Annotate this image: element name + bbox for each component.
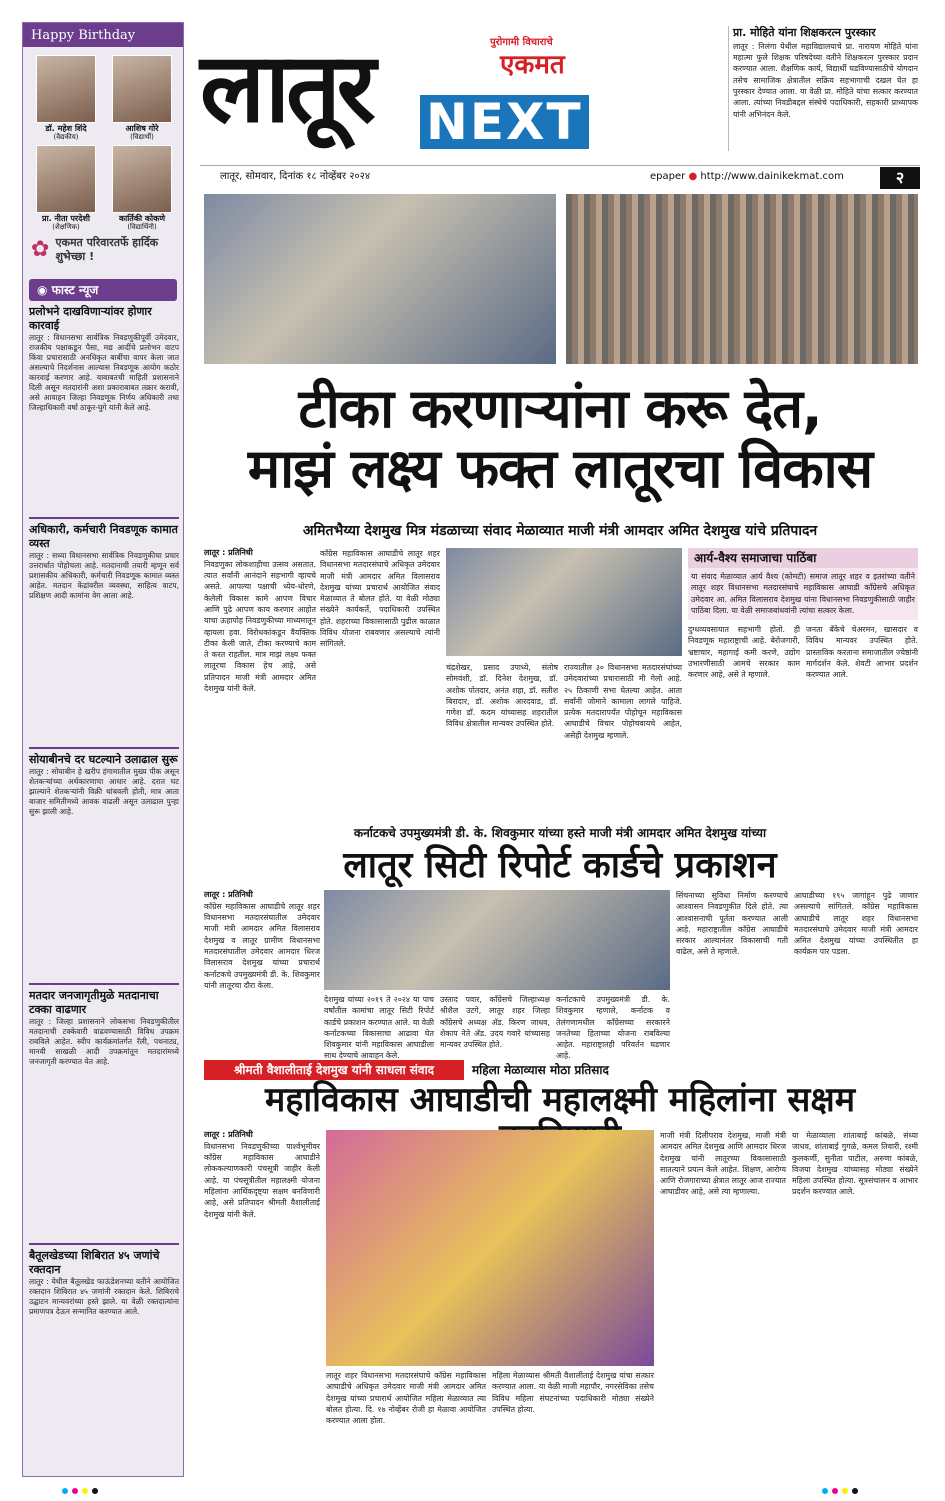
column-text: लातूर शहर विधानसभा मतदारसंघाचे काँग्रेस महाविकास आघाडीचे अधिकृत उमेदवार माजी मंत्री आमदार अमित देशमुख यांच्या प्रचारार्थ आयोजित महिला मेळाव्यात त्या बोलत होत्या. दि. १७ नोव्हेंबर रोजी हा मेळावा आयोजित करण्यात आला होता. bbox=[326, 1371, 486, 1426]
avatar bbox=[112, 145, 172, 213]
column-text: काँग्रेस महाविकास आघाडीचे लातूर शहर विधानसभा मतदारसंघातील उमेदवार माजी मंत्री आमदार अमित विलासराव देशमुख व लातूर ग्रामीण विधानसभा मतदारसंघातील उमेदवार आमदार धिरज विलासराव देशमुख यांच्या प्रचारार्थ कर्नाटकचे उपमुख्यमंत्री डी. के. शिवकुमार यांनी लातूरचा दौरा केला. bbox=[204, 901, 320, 990]
person-name: डॉ. महेश शिंदे bbox=[45, 124, 87, 133]
avatar bbox=[36, 145, 96, 213]
person-name: आशिष गोरे bbox=[125, 124, 159, 133]
column-text: या मेळाव्याला शांताबाई कांबळे, संध्या जाधव, शांताबाई गुगळे, कमल तिवारी, रश्मी कुलकर्णी, सुनीता पाटील, अरुणा कांबळे, विजया देशमुख यांच्यासह मोठ्या संख्येने महिला उपस्थित होत्या. सूत्रसंचालन व आभार प्रदर्शन करण्यात आले. bbox=[792, 1131, 918, 1197]
divider bbox=[29, 517, 179, 519]
birthday-title: Happy Birthday bbox=[23, 23, 183, 47]
news-item bbox=[29, 753, 179, 967]
article-column bbox=[792, 1130, 918, 1450]
section2-kicker: कर्नाटकचे उपमुख्यमंत्री डी. के. शिवकुमार यांच्या हस्ते माजी मंत्री आमदार अमित देशमुख यांच्या bbox=[353, 826, 767, 840]
epaper-link[interactable] bbox=[650, 170, 844, 184]
person-role: (वैद्यकीय) bbox=[53, 132, 79, 141]
birthday-person bbox=[107, 55, 177, 141]
women-rally-photo bbox=[326, 1130, 654, 1366]
strap-red: श्रीमती वैशालीताई देशमुख यांनी साधला संवाद bbox=[204, 1060, 464, 1080]
article-column bbox=[320, 548, 440, 810]
story-headline: प्रा. मोहिते यांना शिक्षकरत्न पुरस्कार bbox=[733, 26, 876, 39]
news-item bbox=[29, 989, 179, 1197]
divider bbox=[29, 1243, 179, 1245]
news-body: लातूर : जिल्हा प्रशासनाने लोकसभा निवडणुकीतील मतदानाची टक्केवारी वाढवण्यासाठी विविध उपक्रम राबविले आहेत. स्वीप कार्यक्रमांतर्गत रॅली, पथनाट्य, मानवी साखळी आदी उपक्रमांतून मतदारांमध्ये जनजागृती करण्यात येत आहे. bbox=[29, 1016, 179, 1066]
dateline: लातूर, सोमवार, दिनांक १८ नोव्हेंबर २०२४ bbox=[220, 171, 371, 182]
avatar bbox=[112, 55, 172, 123]
greeting-text: एकमत परिवारतर्फे हार्दिक शुभेच्छा ! bbox=[55, 235, 159, 263]
column-text: निवडणुका लोकशाहीचा उत्सव असतात. त्यात सर्वांनी आनंदाने सहभागी व्हायचे असते. आपल्या पक्षाची ध्येय-धोरणे, केलेली विकास कामे आपण विचार आणि पुढे आपण काय करणार आहोत याचा ऊहापोह निवडणुकीच्या माध्यमातून व्हायला हवा. विरोधकांकडून वैयक्तिक टीका केली जाते, टीका करण्याचे काम ते करत राहतील. मात्र माझं लक्ष्य फक्त लातूरचा विकास हेच आहे, असे प्रतिपादन माजी मंत्री आमदार अमित देशमुख यांनी केले. bbox=[204, 559, 316, 694]
column-text: देशमुख यांच्या २०१९ ते २०२४ या पाच वर्षांतील कामांचा लातूर सिटी रिपोर्ट कार्डचे प्रकाशन करण्यात आले. या वेळी कर्नाटकच्या विकासाचा आढावा घेत शिवकुमार यांनी महाविकास आघाडीला साथ देण्याचे आवाहन केले. bbox=[324, 995, 435, 1061]
news-headline: सोयाबीनचे दर घटल्याने उलाढाल सुरू bbox=[29, 753, 178, 766]
article-column bbox=[446, 662, 558, 807]
byline: लातूर : प्रतिनिधी bbox=[204, 1130, 253, 1139]
column-text: राज्यातील ३० विधानसभा मतदारसंघांच्या उमेदवारांच्या प्रचारासाठी मी गेलो आहे. २५ ठिकाणी सभा घेतल्या आहेत. आता सर्वांनी जोमाने कामाला लागले पाहिजे. प्रत्येक मतदारापर्यंत पोहोचून महाविकास आघाडीचे विचार पोहोचवायचे आहेत, असेही देशमुख म्हणाले. bbox=[564, 663, 682, 740]
person-name: प्रा. नीता परदेशी bbox=[42, 214, 90, 223]
person-role: (शैक्षणिक) bbox=[52, 222, 80, 231]
sidebar-story bbox=[688, 548, 918, 620]
column-text: विधानसभा निवडणुकीच्या पार्श्वभूमीवर काँग्रेस महाविकास आघाडीने लोककल्याणकारी पंचसूत्री जाहीर केली आहे. या पंचसूत्रीतील महालक्ष्मी योजना महिलांना आर्थिकदृष्ट्या सक्षम बनविणारी आहे, असे प्रतिपादन श्रीमती वैशालीताई देशमुख यांनी केले. bbox=[204, 1141, 320, 1219]
news-item bbox=[29, 523, 179, 741]
greeting-box bbox=[31, 235, 177, 265]
column-text: कर्नाटकाचे उपमुख्यमंत्री डी. के. शिवकुमार म्हणाले, कर्नाटक व तेलंगणामधील काँग्रेसच्या सरकारने जनतेच्या हिताच्या योजना राबविल्या आहेत. महाराष्ट्रातही परिवर्तन घडणार आहे. bbox=[556, 995, 670, 1061]
flower-bouquet-icon: ✿ bbox=[31, 237, 50, 262]
person-name: कार्तिकी कोकणे bbox=[119, 214, 165, 223]
paper-logo: एकमत bbox=[500, 50, 565, 80]
news-body: लातूर : सध्या विधानसभा सार्वत्रिक निवडणुकीचा प्रचार उत्तरार्धात पोहोचला आहे. मतदानाची तयारी म्हणून सर्व प्रशासकीय अधिकारी, कर्मचारी निवडणूक कामात व्यस्त आहेत. मतदान केंद्रांवरील व्यवस्था, साहित्य वाटप, प्रशिक्षण आदी कामांना वेग आला आहे. bbox=[29, 550, 179, 600]
article-column bbox=[556, 994, 670, 1061]
globe-icon: ● bbox=[688, 171, 698, 182]
avatar bbox=[36, 55, 96, 123]
meeting-photo bbox=[446, 548, 682, 656]
main-subhead: अमितभैय्या देशमुख मित्र मंडळाच्या संवाद मेळाव्यात माजी मंत्री आमदार अमित देशमुख यांचे प्रतिपादन bbox=[302, 523, 818, 539]
story-body: लातूर : निलंगा येथील महाविद्यालयाचे प्रा. नारायण मोहिते यांना महात्मा फुले शिक्षक परिषदेच्या वतीने शिक्षकरत्न पुरस्कार प्रदान करण्यात आला. शैक्षणिक कार्य, विद्यार्थी घडविण्यासाठीचे योगदान तसेच सामाजिक क्षेत्रातील सक्रिय सहभागाची दखल घेत हा पुरस्कार देण्यात आला. या वेळी प्रा. मोहिते यांचा सत्कार करण्यात आला. त्यांच्या निवडीबद्दल संस्थेचे पदाधिकारी, सहकारी प्राध्यापक यांनी अभिनंदन केले. bbox=[733, 41, 918, 119]
registration-marks bbox=[60, 1486, 100, 1498]
article-column bbox=[564, 662, 682, 807]
main-headline-line1: टीका करणाऱ्यांना करू देत, bbox=[298, 377, 822, 440]
column-text: काँग्रेस महाविकास आघाडीचे लातूर शहर विधानसभा मतदारसंघाचे अधिकृत उमेदवार माजी मंत्री आमदार अमित विलासराव देशमुख यांच्या प्रचारार्थ आयोजित संवाद मेळाव्यात ते बोलत होते. या वेळी मोठ्या संख्येने कार्यकर्ते, पदाधिकारी उपस्थित होते. शहराच्या विकासासाठी पुढील काळात विविध योजना राबवणार असल्याचे त्यांनी सांगितले. bbox=[320, 549, 440, 649]
person-role: (विद्यार्थिनी) bbox=[127, 222, 157, 231]
column-text: महिला मेळाव्यास श्रीमती वैशालीताई देशमुख यांचा सत्कार करण्यात आला. या वेळी माजी महापौर, नगरसेविका तसेच विविध महिला संघटनांच्या पदाधिकारी मोठ्या संख्येने उपस्थित होत्या. bbox=[492, 1371, 654, 1414]
fast-news-label: फास्ट न्यूज bbox=[51, 283, 99, 297]
bell-icon: ◉ bbox=[37, 283, 52, 297]
birthday-person bbox=[31, 145, 101, 231]
article-column bbox=[324, 994, 435, 1061]
news-body: लातूर : विधानसभा सार्वत्रिक निवडणुकीपूर्वी उमेदवार, राजकीय पक्षाकडून पैसा, मद्य आदींचे प्रलोभन वाटप किंवा प्रचारासाठी अनधिकृत बाबींचा वापर केला जात असल्याचे निदर्शनास आल्यास निवडणूक आयोग कठोर कारवाई करणार आहे. याबाबतची माहिती प्रशासनाने दिली असून मतदारांनी अशा प्रकाराबाबत तक्रार करावी, असे आवाहन जिल्हा निवडणूक निर्णय अधिकारी तथा जिल्हाधिकारी वर्षा ठाकूर-घुगे यांनी केले आहे. bbox=[29, 332, 179, 413]
article-column bbox=[204, 548, 316, 809]
column-text: सिंचनाच्या सुविधा निर्माण करण्याचे आश्वासन निवडणुकीत दिले होते. त्या आश्वासनाची पूर्तता करण्यात आली आहे. महाराष्ट्रातील काँग्रेस आघाडीचे सरकार आल्यानंतर विकासाची गती वाढेल, असे ते म्हणाले. bbox=[676, 891, 788, 957]
divider bbox=[200, 165, 920, 166]
column-text: आघाडीच्या १९५ जागांहून पुढे जाणार असल्याचे सांगितले. काँग्रेस महाविकास आघाडीचे लातूर शहर विधानसभा मतदारसंघाचे उमेदवार माजी मंत्री आमदार अमित देशमुख यांच्या उपस्थितीत हा कार्यक्रम पार पडला. bbox=[794, 891, 918, 957]
sidebar bbox=[22, 22, 184, 1477]
person-role: (विद्यार्थी) bbox=[130, 132, 154, 141]
section3-strap bbox=[204, 1060, 918, 1080]
column-text: दुग्धव्यवसायात सहभागी होतो. ही निवडणूक महाराष्ट्राची आहे. बेरोजगारी, भ्रष्टाचार, महागाई कमी करणे, उद्योग उभारणीसाठी आमचे सरकार काम करणार आहे, असे ते म्हणाले. bbox=[688, 625, 800, 680]
masthead-title: लातूर bbox=[200, 32, 372, 144]
news-headline: मतदार जनजागृतीमुळे मतदानाचा टक्का वाढणार bbox=[29, 989, 159, 1016]
news-body: लातूर : येथील बैतूलखेड फाऊंडेशनच्या वतीने आयोजित रक्तदान शिबिरात ४५ जणांनी रक्तदान केले. शिबिराचे उद्घाटन मान्यवरांच्या हस्ते झाले. या वेळी रक्तदात्यांना प्रमाणपत्र देऊन सन्मानित करण्यात आले. bbox=[29, 1276, 179, 1316]
article-column bbox=[660, 1130, 786, 1450]
article-column bbox=[794, 890, 918, 1055]
article-column bbox=[326, 1370, 486, 1450]
byline: लातूर : प्रतिनिधी bbox=[204, 548, 253, 557]
byline: लातूर : प्रतिनिधी bbox=[204, 890, 253, 899]
top-right-story bbox=[728, 26, 918, 151]
article-column bbox=[688, 624, 800, 804]
masthead-tagline: पुरोगामी विचाराचे bbox=[490, 37, 553, 48]
sidebar-story-head: आर्य-वैश्य समाजाचा पाठिंबा bbox=[688, 548, 918, 568]
event-photo bbox=[204, 194, 556, 364]
report-card-photo bbox=[324, 890, 670, 990]
page-number: २ bbox=[880, 167, 920, 189]
birthday-person bbox=[107, 145, 177, 231]
column-text: माजी मंत्री दिलीपराव देशमुख, माजी मंत्री आमदार अमित देशमुख आणि आमदार धिरज देशमुख यांनी लातूरच्या विकासासाठी सातत्याने प्रयत्न केले आहेत. शिक्षण, आरोग्य आणि रोजगाराच्या क्षेत्रात लातूर आज राज्यात आघाडीवर आहे, असे त्या म्हणाल्या. bbox=[660, 1131, 786, 1197]
article-column bbox=[204, 890, 320, 1041]
article-column bbox=[204, 1130, 320, 1441]
divider bbox=[29, 983, 179, 985]
article-column bbox=[492, 1370, 654, 1450]
next-logo: NEXT bbox=[420, 95, 589, 149]
section3-headline: महाविकास आघाडीची महालक्ष्मी महिलांना सक्षम bbox=[264, 1080, 856, 1120]
news-item bbox=[29, 305, 179, 541]
fast-news-header bbox=[29, 279, 177, 301]
section2-headline: लातूर सिटी रिपोर्ट कार्डचे प्रकाशन bbox=[343, 845, 777, 886]
epaper-label: epaper bbox=[650, 171, 686, 182]
article-column bbox=[440, 994, 550, 1054]
news-headline: प्रलोभने दाखविणाऱ्यांवर होणार कारवाई bbox=[29, 305, 152, 332]
news-headline: अधिकारी, कर्मचारी निवडणूक कामात व्यस्त bbox=[29, 523, 178, 550]
news-body: लातूर : सोयाबीन हे खरीप हंगामातील मुख्य पीक असून शेतकऱ्यांच्या अर्थकारणाचा आधार आहे. दरात घट झाल्याने शेतकऱ्यांनी विक्री थांबवली होती, मात्र आता बाजार समितीमध्ये आवक वाढली असून उलाढाल पुन्हा सुरू झाली आहे. bbox=[29, 766, 179, 817]
news-headline: बैतूलखेडच्या शिबिरात ४५ जणांचे रक्तदान bbox=[29, 1249, 160, 1276]
column-text: उस्ताद पवार, काँग्रेसचे जिल्हाध्यक्ष श्रीशैल उटगे, लातूर शहर जिल्हा काँग्रेसचे अध्यक्ष अ‍ॅड. किरण जाधव, शेकाप नेते अ‍ॅड. उदय गवारे यांच्यासह मान्यवर उपस्थित होते. bbox=[440, 995, 550, 1050]
registration-marks bbox=[820, 1486, 860, 1498]
column-text: चंद्रशेखर, प्रसाद उपाध्ये, संतोष सोमवंशी, डॉ. दिनेश देशमुख, डॉ. अशोक पोतदार, अनंत शहा, डॉ. सतीश बिरादार, डॉ. अशोक आरदवाड, डॉ. गणेश डॉ. कदम यांच्यासह शहरातील विविध क्षेत्रातील मान्यवर उपस्थित होते. bbox=[446, 663, 558, 729]
divider bbox=[29, 747, 179, 749]
website-url: http://www.dainikekmat.com bbox=[700, 171, 844, 182]
strap-black: महिला मेळाव्यास मोठा प्रतिसाद bbox=[472, 1063, 609, 1077]
news-item bbox=[29, 1249, 179, 1447]
birthday-person bbox=[31, 55, 101, 141]
sidebar-story-lede: या संवाद मेळाव्यात आर्य वैश्य (कोमटी) समाज लातूर शहर व इतरांच्या वतीने लातूर शहर विधानसभा मतदारसंघाचे महाविकास आघाडी काँग्रेसचे अधिकृत उमेदवार आ. अमित विलासराव देशमुख यांना विधानसभा निवडणुकीसाठी जाहीर पाठिंबा दिला. या वेळी समाजबांधवांनी त्यांचा सत्कार केला. bbox=[688, 568, 918, 620]
crowd-photo bbox=[566, 194, 918, 364]
article-column bbox=[676, 890, 788, 1055]
main-headline-line2: माझं लक्ष्य फक्त लातूरचा विकास bbox=[247, 437, 873, 500]
article-column bbox=[806, 624, 918, 804]
column-text: जनता बँकेचे चेअरमन, खासदार व विविध मान्यवर उपस्थित होते. प्रास्ताविक करताना समाजातील ज्येष्ठांनी मार्गदर्शन केले. शेवटी आभार प्रदर्शन करण्यात आले. bbox=[806, 625, 918, 680]
